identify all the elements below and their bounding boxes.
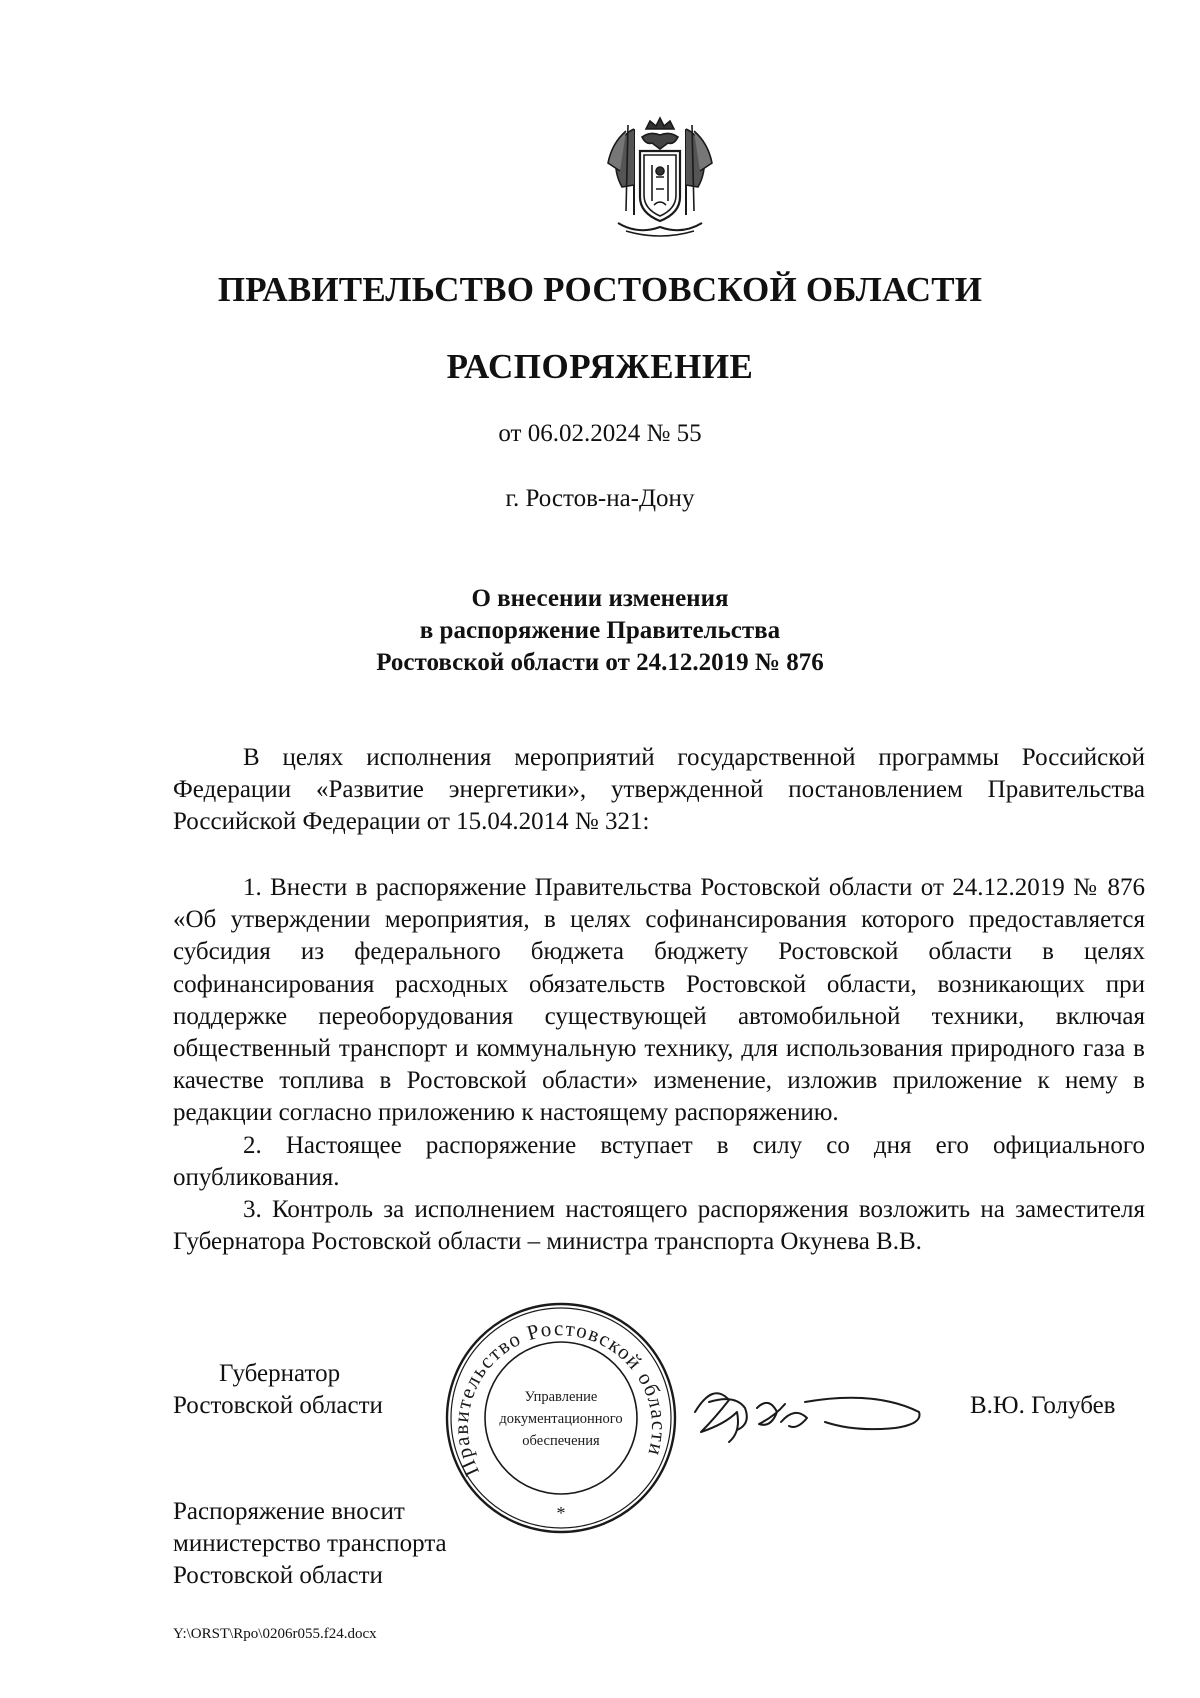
subject-line: Ростовской области от 24.12.2019 № 876 bbox=[376, 649, 824, 676]
stamp-center-line: Управление bbox=[524, 1389, 598, 1405]
document-subject bbox=[0, 583, 1200, 679]
resolution-item-2: 2. Настоящее распоряжение вступает в силу со дня его официального опубликования. bbox=[173, 1131, 1145, 1191]
handwritten-signature bbox=[685, 1372, 935, 1462]
introduced-by bbox=[173, 1496, 447, 1592]
subject-line: О внесении изменения bbox=[471, 585, 729, 612]
stamp-star: * bbox=[556, 1503, 566, 1523]
introduced-by-line: Ростовской области bbox=[173, 1562, 383, 1589]
organization-title: ПРАВИТЕЛЬСТВО РОСТОВСКОЙ ОБЛАСТИ bbox=[217, 270, 983, 309]
document-city: г. Ростов-на-Дону bbox=[505, 485, 695, 512]
stamp-ring-text: Правительство Ростовской области bbox=[448, 1316, 672, 1480]
resolution-item-1: 1. Внести в распоряжение Правительства Ростовской области от 24.12.2019 № 876 «Об утверждении мероприятия, в целях софинансирования которого предоставляется субсидия из федерального бюджета бюджету Ростовской области в целях софинансирования расходных обязательств Ростовской области, возникающих при поддержке переоборудования существующей автомобильной техники, включая общественный транспорт и коммунальную технику, для использования природного газа в качестве топлива в Ростовской области» изменение, изложив приложение к нему в редакции согласно приложению к настоящему распоряжению. bbox=[173, 874, 1145, 1127]
signatory-title-line: Губернатор bbox=[219, 1360, 341, 1387]
resolution-item-3: 3. Контроль за исполнением настоящего распоряжения возложить на заместителя Губернатора Ростовской области – министра транспорта Окунева В.В. bbox=[173, 1196, 1145, 1256]
stamp-center-line: обеспечения bbox=[522, 1433, 600, 1449]
resolution-items bbox=[173, 872, 1145, 1258]
signatory-title-line: Ростовской области bbox=[173, 1392, 383, 1419]
stamp-center-line: документационного bbox=[499, 1411, 623, 1427]
official-stamp bbox=[444, 1301, 678, 1535]
introduced-by-line: Распоряжение вносит bbox=[173, 1498, 405, 1525]
preamble-paragraph: В целях исполнения мероприятий государственной программы Российской Федерации «Развитие энергетики», утвержденной постановлением Правительства Российской Федерации от 15.04.2014 № 321: bbox=[173, 744, 1145, 836]
document-type-heading: РАСПОРЯЖЕНИЕ bbox=[446, 347, 754, 386]
signatory-title bbox=[173, 1358, 383, 1422]
document-date-number: от 06.02.2024 № 55 bbox=[498, 420, 702, 447]
signatory-name: В.Ю. Голубев bbox=[970, 1392, 1116, 1419]
introduced-by-line: министерство транспорта bbox=[173, 1530, 447, 1557]
subject-line: в распоряжение Правительства bbox=[419, 617, 781, 644]
preamble-section bbox=[173, 742, 1145, 839]
coat-of-arms-emblem bbox=[598, 115, 722, 241]
file-path: Y:\ORST\Rpo\0206r055.f24.docx bbox=[173, 1626, 377, 1642]
